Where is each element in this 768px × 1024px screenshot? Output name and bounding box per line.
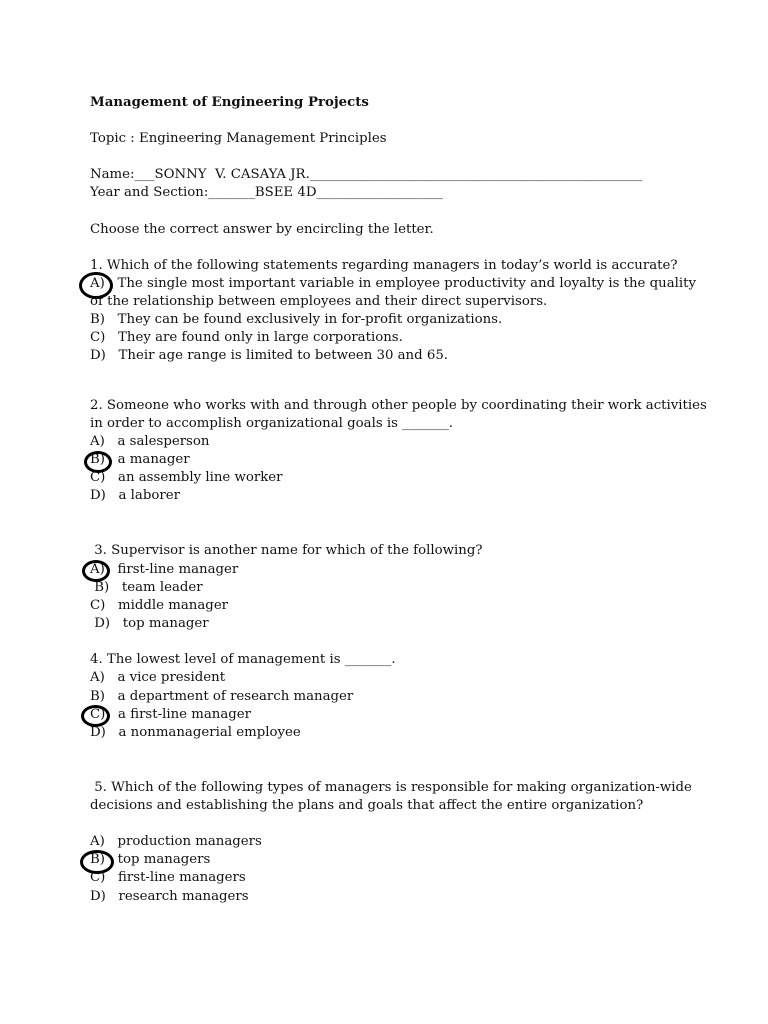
document-title: Management of Engineering Projects bbox=[90, 95, 369, 110]
question-2-option-b: B) a manager bbox=[90, 452, 190, 467]
question-5-option-b: B) top managers bbox=[90, 852, 211, 867]
question-5-option-d: D) research managers bbox=[90, 889, 249, 904]
question-2-stem-cont: in order to accomplish organizational goals is _______. bbox=[90, 416, 453, 431]
question-1-stem: 1. Which of the following statements regarding managers in today’s world is accurate? bbox=[90, 258, 678, 273]
question-1-option-a: A) The single most important variable in employee productivity and loyalty is the quality bbox=[90, 276, 697, 291]
question-2-stem: 2. Someone who works with and through other people by coordinating their work activities bbox=[90, 398, 707, 413]
question-3-stem: 3. Supervisor is another name for which of the following? bbox=[90, 543, 483, 558]
question-4-stem: 4. The lowest level of management is _______. bbox=[90, 652, 396, 667]
topic-line: Topic : Engineering Management Principles bbox=[90, 131, 387, 146]
instructions-line: Choose the correct answer by encircling the letter. bbox=[90, 222, 434, 237]
name-line: Name:___SONNY V. CASAYA JR.__________________________________________________ bbox=[90, 167, 643, 182]
question-1-option-a-cont: of the relationship between employees and their direct supervisors. bbox=[90, 294, 548, 309]
question-1-option-b: B) They can be found exclusively in for-profit organizations. bbox=[90, 312, 503, 327]
question-5-stem: 5. Which of the following types of managers is responsible for making organization-wide bbox=[90, 780, 692, 795]
question-1-option-d: D) Their age range is limited to between 30 and 65. bbox=[90, 348, 449, 363]
question-5-stem-cont: decisions and establishing the plans and goals that affect the entire organization? bbox=[90, 798, 644, 813]
question-4-option-b: B) a department of research manager bbox=[90, 689, 354, 704]
question-5-option-c: C) first-line managers bbox=[90, 870, 246, 885]
question-3-option-a: A) first-line manager bbox=[90, 562, 239, 577]
question-1-option-c: C) They are found only in large corporations. bbox=[90, 330, 403, 345]
question-4-option-c: C) a first-line manager bbox=[90, 707, 252, 722]
question-2-option-d: D) a laborer bbox=[90, 488, 180, 503]
question-4-option-a: A) a vice president bbox=[90, 670, 226, 685]
question-4-option-d: D) a nonmanagerial employee bbox=[90, 725, 301, 740]
section-line: Year and Section:_______BSEE 4D___________________ bbox=[90, 185, 443, 200]
question-3-option-d: D) top manager bbox=[90, 616, 209, 631]
question-2-option-c: C) an assembly line worker bbox=[90, 470, 283, 485]
question-2-option-a: A) a salesperson bbox=[90, 434, 210, 449]
question-5-option-a: A) production managers bbox=[90, 834, 262, 849]
question-3-option-b: B) team leader bbox=[90, 580, 203, 595]
question-3-option-c: C) middle manager bbox=[90, 598, 229, 613]
